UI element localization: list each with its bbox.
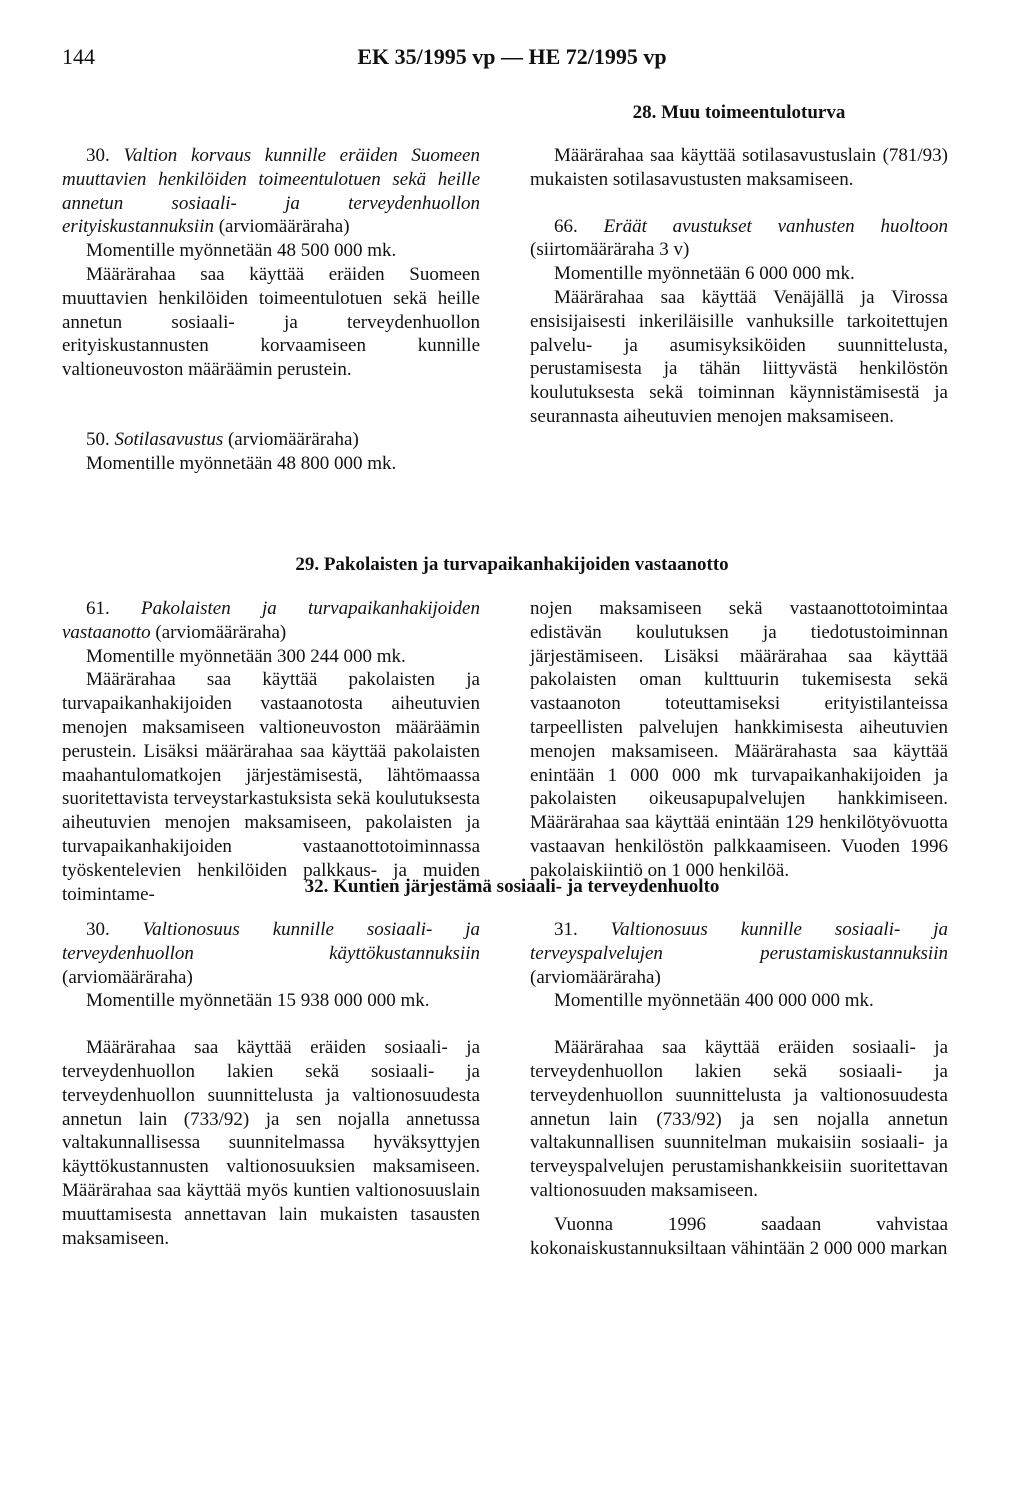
column-right-s29: [530, 597, 948, 883]
column-left-s29: [62, 597, 480, 906]
item-title: Eräät avustukset vanhusten huoltoon: [603, 215, 948, 237]
item-number: 30.: [86, 919, 110, 940]
item-type: (arviomääräraha): [155, 621, 287, 643]
item-50-amount: Momentille myönnetään 48 800 000 mk.: [86, 452, 397, 474]
item-number: 30.: [86, 145, 110, 166]
item-32-31: [530, 918, 948, 989]
section-heading-29: 29. Pakolaisten ja turvapaikanhakijoiden vastaanotto: [295, 554, 729, 575]
running-head: EK 35/1995 vp — HE 72/1995 vp: [357, 44, 667, 69]
item-number: 66.: [554, 215, 578, 237]
item-50: [62, 428, 480, 452]
item-number: 50.: [86, 428, 110, 450]
item-title: Valtionosuus kunnille sosiaali- ja terveydenhuollon käyttökustannuksiin: [62, 919, 480, 964]
column-left-s32: [62, 918, 480, 1250]
item-number: 61.: [86, 598, 110, 619]
item-61-amount: Momentille myönnetään 300 244 000 mk.: [86, 645, 406, 667]
item-title: Valtion korvaus kunnille eräiden Suomeen muuttavien henkilöiden toimeentulotuen sekä heille annetun sosiaali- ja terveydenhuollon erityiskustannuksiin: [62, 145, 480, 238]
item-30-body: Määrärahaa saa käyttää eräiden Suomeen muuttavien henkilöiden toimeentulotuen sekä heille annetun sosiaali- ja terveydenhuollon erityiskustannusten korvaamiseen kunnille valtioneuvoston määräämin perustein.: [62, 263, 480, 381]
item-32-30-body: Määrärahaa saa käyttää eräiden sosiaali- ja terveydenhuollon lakien sekä sosiaali- ja terveydenhuollon suunnittelusta ja valtionosuudesta annetun lain (733/92) ja sen nojalla annetussa valtakunnallisessa suunnitelmassa hyväksyttyjen käyttökustannusten valtionosuuksien maksamiseen. Määrärahaa saa käyttää myös kuntien valtionosuuslain muuttamisesta annettavan lain mukaisten tasausten maksamiseen.: [62, 1037, 480, 1249]
section-heading-28: 28. Muu toimeentuloturva: [632, 102, 846, 123]
item-type: (arviomääräraha): [218, 216, 350, 238]
item-66-body: Määrärahaa saa käyttää Venäjällä ja Virossa ensisijaisesti inkeriläisille vanhuksille tarkoitettujen palvelu- ja asumisyksiköiden suunnittelusta, perustamisesta ja tähän liittyvästä henkilöstön koulutuksesta sekä toiminnan käynnistämisestä ja seurannasta aiheutuvien menojen maksamiseen.: [530, 286, 948, 427]
item-50-body: Määrärahaa saa käyttää sotilasavustuslain (781/93) mukaisten sotilasavustusten maksamiseen.: [530, 145, 948, 190]
item-30: [62, 144, 480, 239]
item-32-31-body: Määrärahaa saa käyttää eräiden sosiaali- ja terveydenhuollon lakien sekä sosiaali- ja terveydenhuollon suunnittelusta ja valtionosuudesta annetun lain (733/92) ja sen nojalla annetun valtakunnallisen suunnitelman mukaisiin sosiaali- ja terveyspalvelujen perustamishankkeisiin suoritettavan valtionosuuden maksamiseen.: [530, 1037, 948, 1201]
item-type: (arviomääräraha): [530, 966, 661, 988]
item-32-31-amount: Momentille myönnetään 400 000 000 mk.: [554, 990, 874, 1012]
item-type: (arviomääräraha): [62, 966, 193, 988]
page-number: 144: [62, 44, 95, 69]
item-66: [530, 215, 948, 263]
item-61-body-part1: Määrärahaa saa käyttää pakolaisten ja turvapaikanhakijoiden vastaanotosta aiheutuvien menojen maksamiseen valtioneuvoston määräämin perustein. Lisäksi määrärahaa saa käyttää pakolaisten maahantulomatkojen järjestämisestä, lähtömaassa suoritettavista terveystarkastuksista sekä koulutuksesta aiheutuvien menojen maksamiseen, pakolaisten ja turvapaikanhakijoiden vastaanottotoiminnassa työskentelevien henkilöiden palkkaus- ja muiden toimintame-: [62, 669, 480, 905]
item-30-amount: Momentille myönnetään 48 500 000 mk.: [86, 240, 397, 262]
item-type: (arviomääräraha): [227, 428, 359, 450]
column-left-s28: [62, 144, 480, 476]
item-title: Valtionosuus kunnille sosiaali- ja terveyspalvelujen perustamiskustannuksiin: [530, 919, 948, 964]
item-61: [62, 597, 480, 645]
item-32-30: [62, 918, 480, 989]
section-heading-32: 32. Kuntien järjestämä sosiaali- ja terveydenhuolto: [304, 876, 720, 897]
item-title: Pakolaisten ja turvapaikanhakijoiden vastaanotto: [62, 598, 480, 643]
item-61-body-part2: nojen maksamiseen sekä vastaanottotoimintaa edistävän koulutuksen ja tiedotustoiminnan järjestämiseen. Lisäksi määrärahaa saa käyttää pakolaisten oman kulttuurin tukemisesta sekä vastaanoton toteuttamiseksi erityistilanteissa tarpeellisten palvelujen hankkimisesta aiheutuvien menojen maksamiseen. Määrärahasta saa käyttää enintään 1 000 000 mk turvapaikanhakijoiden ja pakolaisten oikeusapupalvelujen hankkimiseen. Määrärahaa saa käyttää enintään 129 henkilötyövuotta vastaavan henkilöstön palkkaamiseen. Vuoden 1996 pakolaiskiintiö on 1 000 henkilöä.: [530, 598, 948, 881]
item-32-31-body2: Vuonna 1996 saadaan vahvistaa kokonaiskustannuksiltaan vähintään 2 000 000 markan: [530, 1213, 948, 1259]
item-32-30-amount: Momentille myönnetään 15 938 000 000 mk.: [86, 990, 430, 1012]
item-title: Sotilasavustus: [114, 428, 224, 450]
item-66-amount: Momentille myönnetään 6 000 000 mk.: [554, 263, 855, 285]
item-number: 31.: [554, 919, 578, 940]
item-type: (siirtomääräraha 3 v): [530, 239, 690, 261]
column-right-s28: [530, 144, 948, 429]
column-right-s32: [530, 918, 948, 1260]
